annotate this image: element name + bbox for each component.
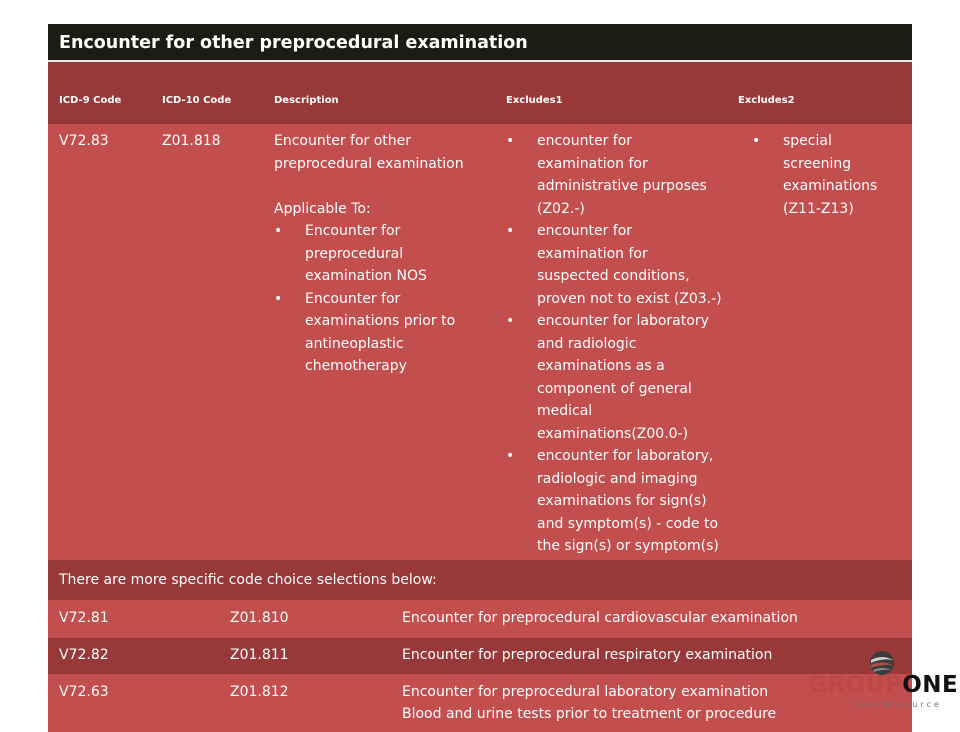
table-header-row	[48, 62, 912, 124]
row-description: Encounter for preprocedural laboratory examination	[402, 684, 769, 700]
excludes2-item: • special screening examinations (Z11-Z13)	[752, 130, 902, 220]
header-icd10: ICD-10 Code	[162, 95, 232, 106]
slide	[48, 24, 912, 722]
excludes2-list	[752, 130, 902, 220]
header-excludes2: Excludes2	[738, 95, 795, 106]
slide-title: Encounter for other preprocedural examination	[48, 24, 912, 62]
excludes1-list	[506, 130, 736, 558]
row-icd10: Z01.810	[230, 610, 289, 626]
excludes1-item: • encounter for examination for administrative purposes (Z02.-)	[506, 130, 736, 220]
cell-icd10: Z01.818	[162, 133, 221, 149]
description-line: Encounter for other	[274, 133, 412, 149]
row-icd10: Z01.812	[230, 684, 289, 700]
applicable-item: • Encounter for preprocedural examination NOS	[274, 220, 499, 288]
row-description: Encounter for preprocedural respiratory examination	[402, 647, 773, 663]
row-icd9: V72.81	[59, 610, 109, 626]
header-description: Description	[274, 95, 339, 106]
header-icd9: ICD-9 Code	[59, 95, 122, 106]
note-row: There are more specific code choice selections below:	[48, 560, 912, 600]
row-description-line2: Blood and urine tests prior to treatment or procedure	[402, 706, 777, 722]
row-icd9: V72.82	[59, 647, 109, 663]
cell-excludes1	[506, 130, 736, 558]
row-description: Encounter for preprocedural cardiovascular examination	[402, 610, 798, 626]
cell-description	[274, 130, 499, 378]
cell-excludes2	[752, 130, 902, 220]
row-icd10: Z01.811	[230, 647, 289, 663]
excludes1-item: • encounter for laboratory, radiologic and imaging examinations for sign(s) and symptom(s) - code to the sign(s) or symptom(s)	[506, 445, 736, 558]
groupone-logo	[808, 650, 959, 716]
applicable-item: • Encounter for examinations prior to antineoplastic chemotherapy	[274, 288, 499, 378]
header-excludes1: Excludes1	[506, 95, 563, 106]
cell-icd9: V72.83	[59, 133, 109, 149]
excludes1-item: • encounter for examination for suspected conditions, proven not to exist (Z03.-)	[506, 220, 736, 310]
description-line: preprocedural examination	[274, 155, 464, 172]
table-row	[48, 638, 912, 674]
row-icd9: V72.63	[59, 684, 109, 700]
applicable-label: Applicable To:	[274, 200, 371, 217]
logo-subtitle: healthsource	[854, 700, 942, 709]
table-row	[48, 674, 912, 732]
logo-wordmark: GROUPONE	[808, 672, 959, 698]
applicable-list	[274, 220, 499, 378]
table-row	[48, 600, 912, 638]
excludes1-item: • encounter for laboratory and radiologic examinations as a component of general medical examinations(Z00.0-)	[506, 310, 736, 445]
table-row-main	[48, 124, 912, 560]
